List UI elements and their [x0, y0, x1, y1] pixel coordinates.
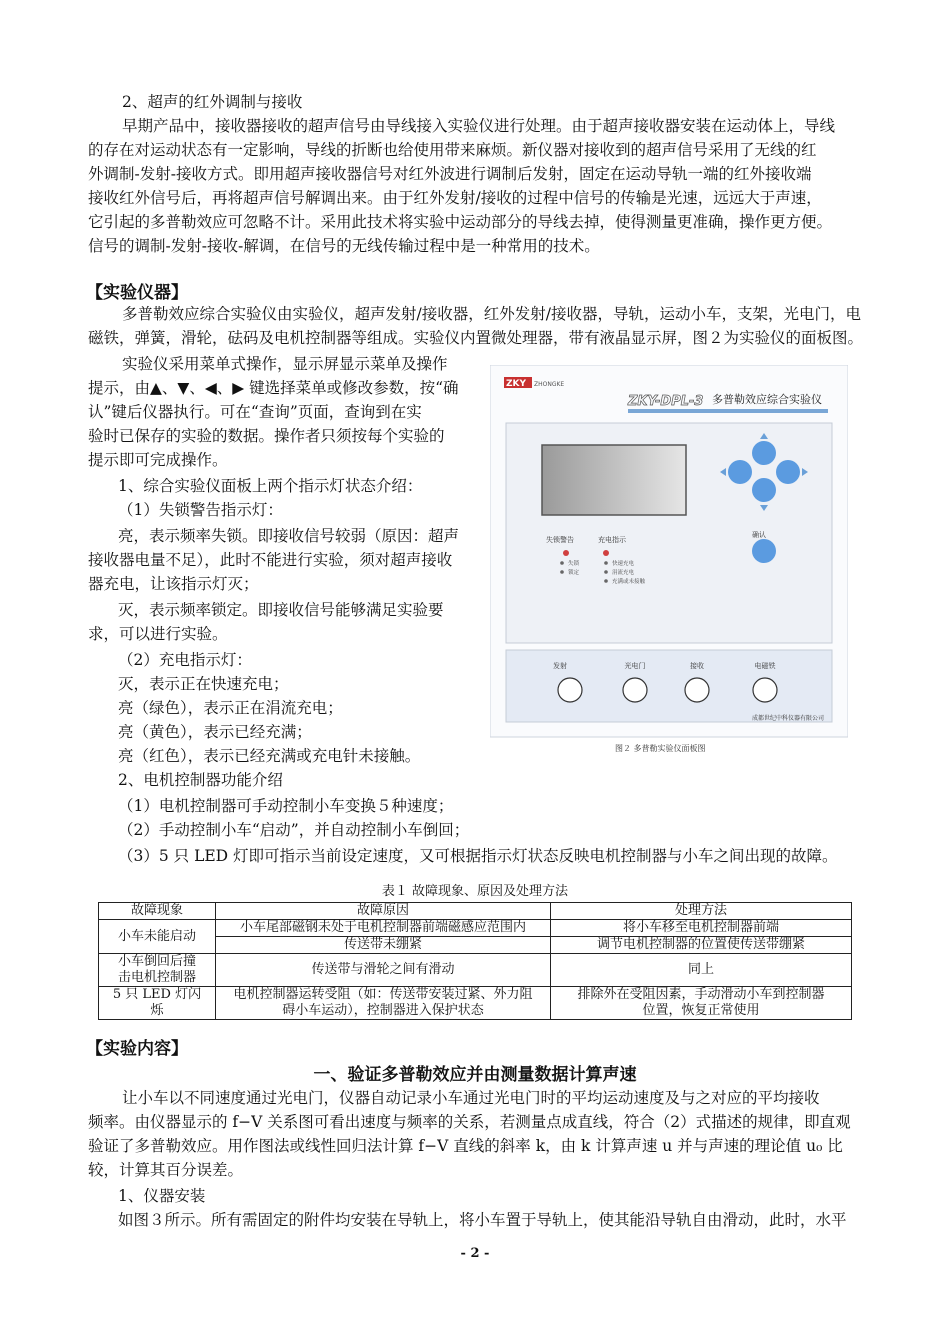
cell-line: 烁	[150, 1003, 164, 1018]
paragraph-line: 器充电，让该指示灯灭；	[88, 575, 259, 593]
table-cell: 传送带与滑轮之间有滑动	[216, 954, 551, 987]
panel-drawing	[490, 365, 848, 755]
paragraph-line: 接收器电量不足），此时不能进行实验，须对超声接收	[88, 551, 453, 569]
lock-dot	[560, 561, 564, 565]
heading-instruments: 【实验仪器】	[86, 283, 188, 303]
lock-title: 失锁警告	[546, 536, 574, 544]
table-cell: 小车尾部磁钢未处于电机控制器前端磁感应范围内	[216, 920, 551, 937]
paragraph-line: 亮（绿色），表示正在涓流充电；	[118, 699, 343, 717]
paragraph-line: （1）失锁警告指示灯：	[118, 501, 283, 519]
cell-line: 排除外在受阻因素，手动滑动小车到控制器	[577, 987, 825, 1002]
fault-table	[98, 902, 852, 1020]
confirm-label: 确认	[752, 531, 766, 539]
cell-line: 5 只 LED 灯闪	[112, 987, 202, 1002]
paragraph-line: （3）5 只 LED 灯即可指示当前设定速度，又可根据指示灯状态反映电机控制器与小车之间出现的故障。	[118, 847, 838, 865]
paragraph-line: 较，计算其百分误差。	[88, 1161, 244, 1179]
page-number: - 2 -	[460, 1246, 490, 1261]
table-cell: 传送带未绷紧	[216, 937, 551, 954]
charge-item-label: 涓流充电	[612, 570, 635, 576]
table-cell: 小车未能启动	[99, 920, 216, 954]
magnet-socket	[753, 678, 777, 702]
up-key	[752, 441, 776, 465]
paragraph-line: 亮（红色），表示已经充满或充电针未接触。	[118, 747, 421, 765]
lock-item-label: 失锁	[568, 561, 580, 567]
paragraph-line: 接收红外信号后，再将超声信号解调出来。由于红外发射/接收的过程中信号的传输是光速，远远大于声速，	[88, 189, 822, 207]
right-key	[776, 460, 800, 484]
confirm-key	[752, 539, 776, 563]
cell-line: 碍小车运动），控制器进入保护状态	[282, 1003, 484, 1018]
button-label: 发射	[553, 662, 567, 670]
receive-socket	[685, 678, 709, 702]
paragraph-line: 外调制-发射-接收方式。即用超声接收器信号对红外波进行调制后发射，固定在运动导轨一端的红外接收端	[88, 165, 812, 183]
charge-item-label: 充满或未接触	[612, 579, 646, 585]
cell-line: 小车倒回后撞	[117, 954, 196, 969]
paragraph-line: 信号的调制-发射-接收-解调，在信号的无线传输过程中是一种常用的技术。	[88, 237, 600, 255]
lcd-screen	[542, 445, 686, 515]
header-cell: 处理方法	[551, 903, 852, 920]
cell-line: 电机控制器运转受阻（如：传送带安装过紧、外力阻	[233, 987, 533, 1002]
bottom-panel	[506, 650, 832, 722]
paragraph-line: 求，可以进行实验。	[88, 625, 228, 643]
button-label: 接收	[690, 662, 704, 670]
paragraph-line: 1、综合实验仪面板上两个指示灯状态介绍：	[118, 477, 423, 495]
instrument-panel-figure	[490, 365, 848, 755]
paragraph-line: （1）电机控制器可手动控制小车变换５种速度；	[118, 797, 454, 815]
paragraph-line: 验时已保存的实验的数据。操作者只须按每个实验的	[88, 427, 445, 445]
figure-caption: 图２ 多普勒实验仪面板图	[615, 744, 706, 753]
table-header-row	[99, 903, 852, 920]
paragraph-line: 亮（黄色），表示已经充满；	[118, 723, 312, 741]
paragraph-line: （2）手动控制小车“启动”，并自动控制小车倒回；	[118, 821, 470, 839]
header-cell: 故障原因	[216, 903, 551, 920]
cell-line: 位置，恢复正常使用	[642, 1003, 760, 1018]
paragraph-line: 亮，表示频率失锁。即接收信号较弱（原因：超声	[118, 527, 460, 545]
down-key	[752, 478, 776, 502]
paragraph-line: 的存在对运动状态有一定影响，导线的折断也给使用带来麻烦。新仪器对接收到的超声信号采用了无线的红	[88, 141, 817, 159]
cell-line: 击电机控制器	[117, 970, 196, 985]
paragraph-line: 2、电机控制器功能介绍	[118, 771, 283, 789]
header-cell: 故障现象	[99, 903, 216, 920]
model-name: ZKY-DPL-3	[628, 394, 704, 409]
section-1-title: 一、验证多普勒效应并由测量数据计算声速	[313, 1065, 637, 1085]
paragraph-line: 提示即可完成操作。	[88, 451, 228, 469]
paragraph-line: （2）充电指示灯：	[118, 651, 252, 669]
charge-dot	[604, 561, 608, 565]
paragraph-line: 如图３所示。所有需固定的附件均安装在导轨上，将小车置于导轨上，使其能沿导轨自由滑动，此时，水平	[118, 1211, 847, 1229]
table-cell: 同上	[551, 954, 852, 987]
table-cell	[99, 954, 216, 987]
charge-indicator-led	[603, 550, 609, 556]
left-key	[728, 460, 752, 484]
paragraph-line: 频率。由仪器显示的 f−V 关系图可看出速度与频率的关系，若测量点成直线，符合（2）式描述的规律，即直观	[88, 1113, 851, 1131]
table-row	[99, 920, 852, 937]
paragraph-line: 实验仪采用菜单式操作，显示屏显示菜单及操作	[122, 355, 448, 373]
lock-item-label: 锁定	[568, 570, 580, 576]
paragraph-line: 早期产品中，接收器接收的超声信号由导线接入实验仪进行处理。由于超声接收器安装在运动体上，导线	[122, 117, 836, 135]
button-label: 光电门	[624, 662, 646, 670]
section-ir-title: 2、超声的红外调制与接收	[122, 93, 303, 111]
charge-item-label: 快速充电	[612, 561, 635, 567]
table-cell: 调节电机控制器的位置使传送带绷紧	[551, 937, 852, 954]
table-caption: 表１ 故障现象、原因及处理方法	[381, 884, 569, 899]
lock-indicator-led	[563, 550, 569, 556]
charge-title: 充电指示	[598, 536, 626, 544]
logo-text: ZKY	[506, 379, 527, 389]
table-cell: 将小车移至电机控制器前端	[551, 920, 852, 937]
paragraph-line: 提示，由▲、▼、◀、▶ 键选择菜单或修改参数，按“确	[88, 379, 459, 397]
paragraph-line: 它引起的多普勒效应可忽略不计。采用此技术将实验中运动部分的导线去掉，使得测量更准确，操作更方便。	[88, 213, 833, 231]
install-title: 1、仪器安装	[118, 1187, 206, 1205]
photogate-socket	[623, 678, 647, 702]
emit-socket	[558, 678, 582, 702]
paragraph-line: 灭，表示正在快速充电；	[118, 675, 289, 693]
paragraph-line: 验证了多普勒效应。用作图法或线性回归法计算 f−V 直线的斜率 k，由 k 计算声速 u 并与声速的理论值 u₀ 比	[88, 1137, 843, 1155]
title-bar	[628, 409, 828, 413]
table-row	[99, 987, 852, 1020]
maker-label: 成都世纪中科仪器有限公司	[752, 715, 825, 722]
table-row	[99, 954, 852, 987]
paragraph-line: 磁铁，弹簧，滑轮，砝码及电机控制器等组成。实验仪内置微处理器，带有液晶显示屏，图２为实验仪的面板图。	[88, 329, 864, 347]
table-cell	[551, 987, 852, 1020]
paragraph-line: 认”键后仪器执行。可在“查询”页面，查询到在实	[88, 403, 422, 421]
heading-content: 【实验内容】	[86, 1039, 188, 1059]
instrument-name: 多普勒效应综合实验仪	[712, 393, 822, 406]
logo-sub: ZHONGKE	[534, 381, 565, 388]
charge-dot	[604, 570, 608, 574]
table-cell	[99, 987, 216, 1020]
charge-dot	[604, 579, 608, 583]
paragraph-line: 多普勒效应综合实验仪由实验仪，超声发射/接收器，红外发射/接收器，导轨，运动小车，支架，光电门，电	[122, 305, 861, 323]
paragraph-line: 灭，表示频率锁定。即接收信号能够满足实验要	[118, 601, 444, 619]
table-cell	[216, 987, 551, 1020]
lock-dot	[560, 570, 564, 574]
button-label: 电磁铁	[754, 662, 776, 670]
paragraph-line: 让小车以不同速度通过光电门，仪器自动记录小车通过光电门时的平均运动速度及与之对应的平均接收	[122, 1089, 820, 1107]
